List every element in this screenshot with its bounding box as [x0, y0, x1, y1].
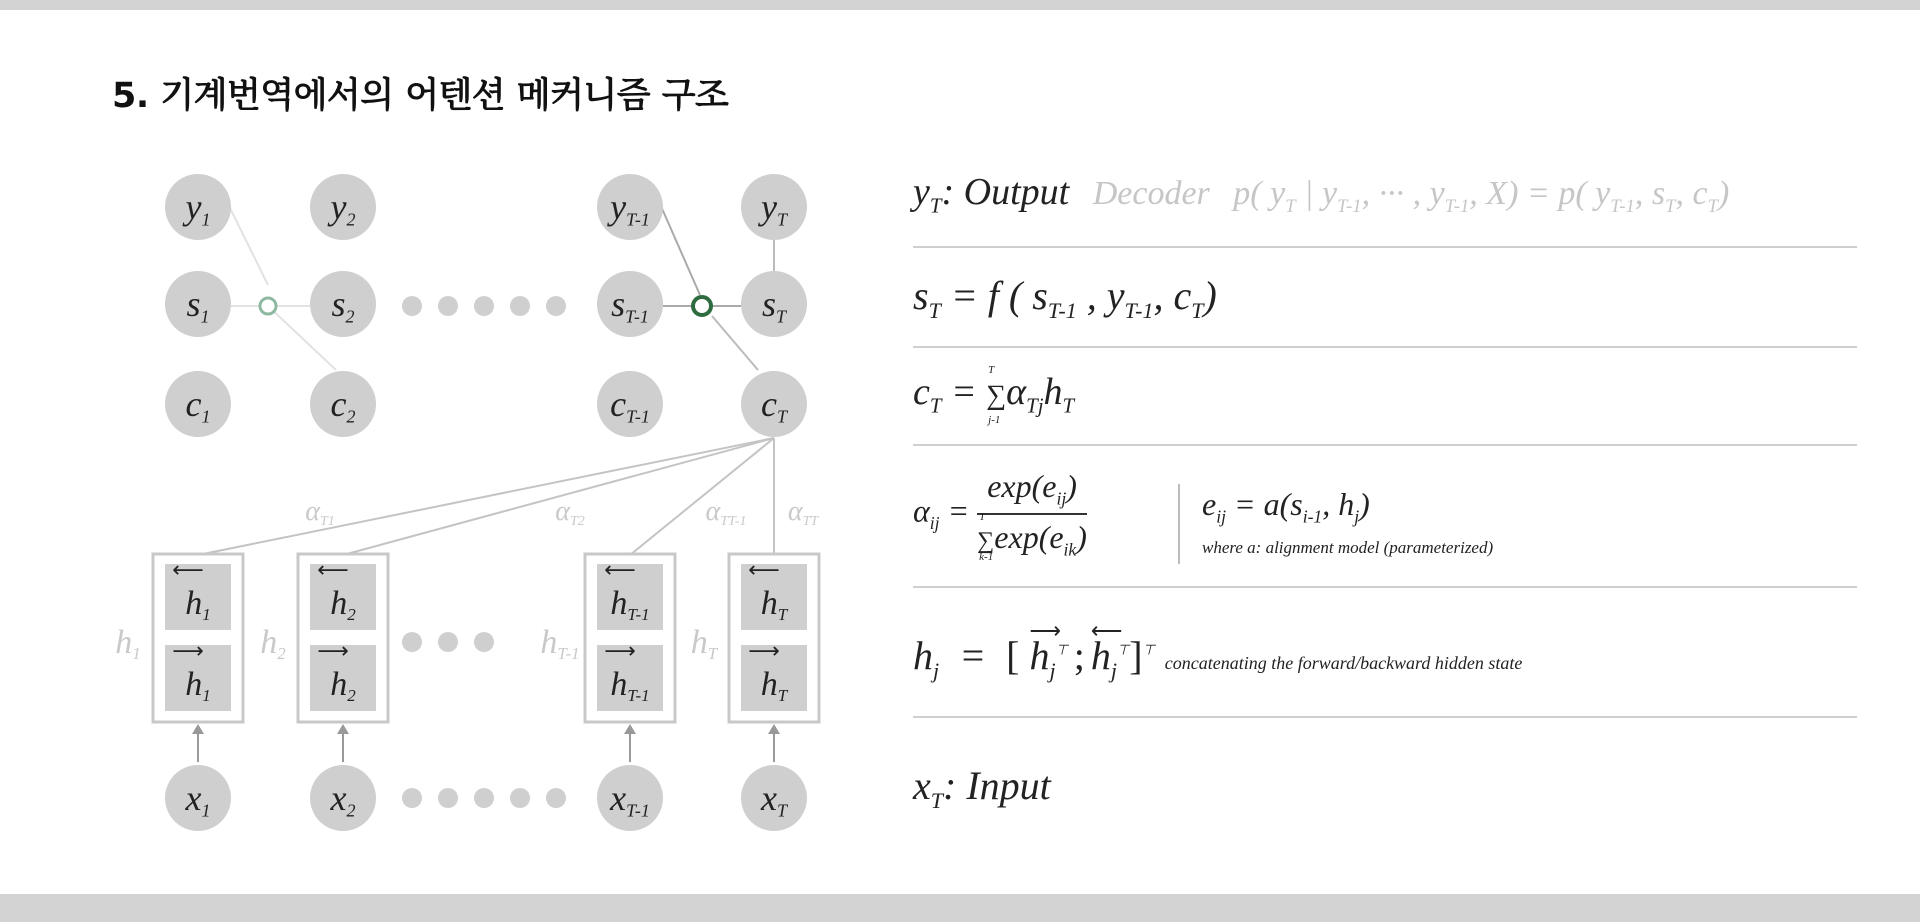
eq-s-symbol: s [913, 273, 929, 318]
p-s: , s [1634, 175, 1666, 212]
eq-sub: T [929, 193, 942, 218]
attention-weight-label: αTT-1 [705, 496, 747, 530]
arrow-head-icon [768, 724, 780, 734]
arrow-right-icon: ⟶ [604, 639, 636, 664]
p-open: p( y [1233, 175, 1286, 212]
attention-line [630, 438, 774, 555]
ellipsis-dot [474, 632, 494, 652]
junction-circle [260, 298, 276, 314]
eq-sub: T [928, 298, 941, 323]
hidden-note: concatenating the forward/backward hidden state [1164, 653, 1523, 673]
hidden-state-label: hT-1 [540, 624, 580, 664]
eq-sub: T-1 [1047, 298, 1077, 323]
exp-close: ) [1076, 519, 1087, 556]
arrow-head-icon [624, 724, 636, 734]
divider [913, 586, 1857, 588]
junction-circle [693, 297, 711, 315]
sum-lower: j-1 [988, 414, 1001, 426]
input-label: xT [761, 778, 787, 821]
slide-title: 5. 기계번역에서의 어텐션 메커니즘 구조 [112, 76, 729, 116]
sigma: ∑ [986, 380, 1007, 411]
forward-hidden-label: h1 [185, 666, 211, 706]
node-label: c2 [330, 384, 356, 427]
eq-sub: i-1 [1302, 506, 1323, 527]
ellipsis-dot [402, 788, 422, 808]
eq-h: h [913, 633, 933, 678]
softmax-fraction [977, 468, 1087, 564]
sum-lower: k-1 [979, 551, 994, 564]
arrow-head-icon [192, 724, 204, 734]
eq-rhs: , h [1322, 486, 1355, 522]
state-equation [913, 272, 1217, 324]
node-label: y1 [185, 187, 211, 230]
input-label: : Input [943, 763, 1051, 808]
eq-sub: T [929, 393, 942, 418]
energy-equation [1202, 486, 1370, 527]
attention-weight-label: αTT [787, 496, 819, 530]
node-label: yT-1 [610, 187, 650, 230]
output-label: : Output [941, 171, 1070, 213]
arrow-right-icon: ⟶ [1029, 618, 1061, 643]
divider [913, 346, 1857, 348]
eq-sup: ⊤ [1055, 643, 1068, 659]
attention-weight-label: αT1 [305, 496, 335, 530]
arrow-head-icon [337, 724, 349, 734]
eq-c-symbol: c [913, 371, 930, 413]
eq-sub: T [1285, 195, 1296, 217]
divider [913, 246, 1857, 248]
eq-sub: ij [1216, 506, 1226, 527]
hidden-state-label: h2 [260, 624, 286, 664]
ellipsis-dot [402, 296, 422, 316]
node-label: y2 [330, 187, 356, 230]
eq-sub: Tj [1026, 393, 1044, 418]
hidden-state-label: hT [690, 624, 718, 664]
p-close: ) [1717, 175, 1730, 212]
arrow-left-icon: ⟵ [1090, 618, 1123, 643]
decoder-label: Decoder [1092, 175, 1210, 212]
node-c-T-1 [597, 371, 663, 437]
node-y-T-1 [597, 174, 663, 240]
sigma: ∑ [977, 528, 995, 555]
eq-sub: j [1049, 658, 1056, 683]
alpha-equation [913, 468, 1087, 564]
node-label: cT-1 [610, 384, 650, 427]
sum-symbol [977, 511, 995, 564]
eq-equals: = [951, 371, 977, 413]
forward-h [1029, 618, 1061, 679]
fraction-numerator [977, 468, 1087, 515]
backward-hidden-label: h2 [330, 585, 356, 625]
eq-rhs: = a(s [1233, 486, 1303, 522]
eq-alpha: α [1006, 371, 1027, 413]
input-label: xT-1 [610, 778, 650, 821]
arrow-left-icon: ⟵ [604, 558, 636, 583]
eq-sub: T-1 [1444, 195, 1470, 217]
divider [913, 444, 1857, 446]
ellipsis-dot [438, 632, 458, 652]
connector-line [660, 204, 700, 295]
eq-rhs: , y [1086, 273, 1125, 318]
eq-equals: = [947, 492, 970, 529]
eq-sub: T [1062, 393, 1075, 418]
eq-sub: T [1191, 298, 1204, 323]
eq-rhs: , c [1153, 273, 1192, 318]
hidden-equation [913, 618, 1523, 684]
forward-hidden-label: h2 [330, 666, 356, 706]
ellipsis-dot [438, 788, 458, 808]
node-label: sT-1 [611, 284, 649, 327]
node-label: c1 [185, 384, 211, 427]
eq-sub: T [930, 788, 944, 813]
ellipsis-dot [438, 296, 458, 316]
eq-sep: ; [1073, 633, 1085, 678]
eq-h: h [1090, 633, 1111, 678]
forward-hidden-label: hT-1 [610, 666, 650, 706]
arrow-right-icon: ⟶ [172, 639, 204, 664]
sum-symbol [986, 364, 1007, 426]
slide [0, 10, 1920, 894]
output-equation [913, 170, 1729, 219]
eq-rhs: = f ( s [950, 273, 1048, 318]
node-label: yT [761, 187, 787, 230]
input-equation [913, 762, 1051, 814]
bracket-open: [ [1006, 633, 1020, 678]
eq-sup: ⊤ [1117, 643, 1130, 659]
eq-sub: T-1 [1124, 298, 1154, 323]
fraction-denominator [977, 511, 1087, 564]
eq-x-symbol: x [913, 763, 931, 808]
p-c: , c [1675, 175, 1708, 212]
input-node [597, 765, 663, 831]
eq-sub: T-1 [1610, 195, 1635, 217]
eq-sub: T [1707, 195, 1718, 217]
node-label: s2 [331, 284, 355, 327]
context-equation [913, 364, 1075, 426]
ellipsis-dot [510, 296, 530, 316]
ellipsis-dot [474, 788, 494, 808]
input-label: x2 [330, 778, 356, 821]
backward-hidden-label: hT [760, 585, 788, 625]
exp-num: exp(e [987, 468, 1057, 504]
eq-equals: = [959, 633, 987, 678]
eq-sub: ik [1063, 539, 1077, 560]
ellipsis-dot [546, 296, 566, 316]
connector-line [230, 208, 268, 285]
hidden-state-label: h1 [115, 624, 141, 664]
eq-sub: T [1665, 195, 1676, 217]
attention-line [198, 438, 774, 555]
attention-diagram [0, 10, 880, 894]
eq-sub: ij [929, 513, 940, 534]
eq-e: e [1202, 486, 1217, 522]
arrow-left-icon: ⟵ [172, 558, 204, 583]
attention-weight-label: αT2 [555, 496, 585, 530]
eq-close: ) [1203, 273, 1217, 318]
node-label: s1 [186, 284, 210, 327]
divider [913, 716, 1857, 718]
arrow-right-icon: ⟶ [748, 639, 780, 664]
ellipsis-dot [402, 632, 422, 652]
eq-sub: j [1110, 658, 1118, 683]
p-given: | y [1304, 175, 1338, 212]
p-ellipsis: , ··· , y [1361, 175, 1445, 212]
eq-h: h [1043, 371, 1063, 413]
node-s-T-1 [597, 271, 663, 337]
exp-den: exp(e [994, 519, 1064, 556]
ellipsis-dot [474, 296, 494, 316]
arrow-left-icon: ⟵ [317, 558, 349, 583]
eq-sub: j [933, 658, 940, 683]
ellipsis-dot [546, 788, 566, 808]
arrow-right-icon: ⟶ [317, 639, 349, 664]
backward-hidden-label: hT-1 [610, 585, 650, 625]
bracket-close: ] [1129, 633, 1143, 678]
eq-sub: ij [1056, 488, 1067, 509]
eq-y-symbol: y [913, 171, 930, 213]
input-label: x1 [185, 778, 211, 821]
forward-hidden-label: hT [760, 666, 788, 706]
decoder-probability [1233, 175, 1730, 217]
p-eq: , X) = p( y [1469, 175, 1611, 212]
arrow-left-icon: ⟵ [748, 558, 780, 583]
node-label: sT [761, 284, 787, 327]
eq-alpha: α [913, 492, 930, 529]
eq-sub: T-1 [1337, 195, 1362, 217]
eq-h: h [1029, 633, 1050, 678]
exp-close: ) [1066, 468, 1077, 504]
sum-upper: T [988, 364, 995, 376]
node-label: cT [761, 384, 787, 427]
alignment-note: where a: alignment model (parameterized) [1202, 538, 1494, 557]
ellipsis-dot [510, 788, 530, 808]
backward-h [1090, 618, 1123, 679]
eq-sup: ⊤ [1142, 643, 1155, 659]
backward-hidden-label: h1 [185, 585, 211, 625]
eq-sub: j [1354, 506, 1360, 527]
sum-upper: T [979, 511, 986, 524]
alpha-divider [1178, 484, 1180, 564]
eq-close: ) [1359, 486, 1370, 522]
